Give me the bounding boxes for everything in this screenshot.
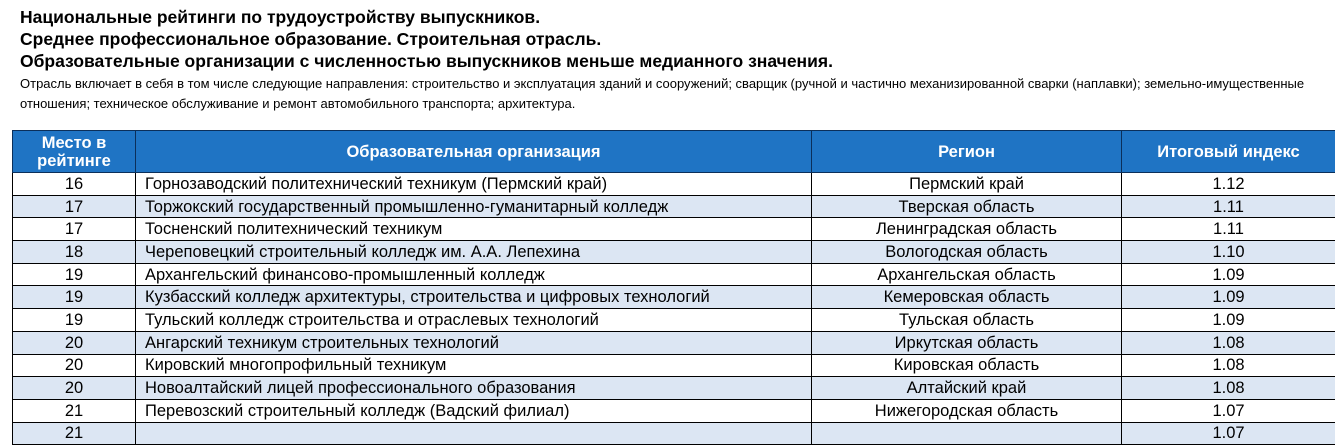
table-row	[13, 377, 1335, 400]
column-header-rank: Место в рейтинге	[13, 131, 136, 173]
organization-cell: Архангельский финансово-промышленный колледж	[136, 263, 812, 286]
index-cell: 1.09	[1122, 263, 1335, 286]
table-row	[13, 241, 1335, 264]
region-cell: Тверская область	[812, 195, 1122, 218]
industry-description: Отрасль включает в себя в том числе следующие направления: строительство и эксплуатация зданий и сооружений; сварщик (ручной и частично механизированной сварки (наплавки); земельно-имущественные отношения; техническое обслуживание и ремонт автомобильного транспорта; архитектура.	[20, 74, 1320, 114]
rank-cell: 17	[13, 195, 136, 218]
region-cell: Кировская область	[812, 354, 1122, 377]
rank-cell: 21	[13, 422, 136, 445]
region-cell: Вологодская область	[812, 241, 1122, 264]
organization-cell: Тосненский политехнический техникум	[136, 218, 812, 241]
title-line-3: Образовательные организации с численностью выпускников меньше медианного значения.	[20, 50, 1330, 72]
organization-cell	[136, 422, 812, 445]
index-cell: 1.07	[1122, 399, 1335, 422]
table-row	[13, 173, 1335, 196]
rank-cell: 20	[13, 331, 136, 354]
organization-cell: Кузбасский колледж архитектуры, строительства и цифровых технологий	[136, 286, 812, 309]
organization-cell: Перевозский строительный колледж (Вадский филиал)	[136, 399, 812, 422]
index-cell: 1.09	[1122, 309, 1335, 332]
region-cell: Ленинградская область	[812, 218, 1122, 241]
region-cell: Пермский край	[812, 173, 1122, 196]
index-cell: 1.10	[1122, 241, 1335, 264]
region-cell: Архангельская область	[812, 263, 1122, 286]
region-cell	[812, 422, 1122, 445]
rank-cell: 17	[13, 218, 136, 241]
organization-cell: Горнозаводский политехнический техникум (Пермский край)	[136, 173, 812, 196]
index-cell: 1.09	[1122, 286, 1335, 309]
region-cell: Тульская область	[812, 309, 1122, 332]
organization-cell: Тульский колледж строительства и отраслевых технологий	[136, 309, 812, 332]
table-row	[13, 354, 1335, 377]
rank-cell: 19	[13, 263, 136, 286]
index-cell: 1.08	[1122, 354, 1335, 377]
rating-table-container	[12, 130, 1335, 445]
region-cell: Алтайский край	[812, 377, 1122, 400]
index-cell: 1.12	[1122, 173, 1335, 196]
organization-cell: Череповецкий строительный колледж им. А.А. Лепехина	[136, 241, 812, 264]
region-cell: Иркутская область	[812, 331, 1122, 354]
table-row	[13, 286, 1335, 309]
table-row	[13, 331, 1335, 354]
title-line-2: Среднее профессиональное образование. Строительная отрасль.	[20, 28, 1330, 50]
table-row	[13, 218, 1335, 241]
organization-cell: Кировский многопрофильный техникум	[136, 354, 812, 377]
region-cell: Нижегородская область	[812, 399, 1122, 422]
index-cell: 1.08	[1122, 331, 1335, 354]
index-cell: 1.11	[1122, 195, 1335, 218]
column-header-organization: Образовательная организация	[136, 131, 812, 173]
rank-cell: 21	[13, 399, 136, 422]
table-row	[13, 422, 1335, 445]
index-cell: 1.11	[1122, 218, 1335, 241]
rating-table	[12, 130, 1335, 445]
rank-cell: 16	[13, 173, 136, 196]
index-cell: 1.07	[1122, 422, 1335, 445]
column-header-region: Регион	[812, 131, 1122, 173]
rank-cell: 19	[13, 286, 136, 309]
region-cell: Кемеровская область	[812, 286, 1122, 309]
table-header-row	[13, 131, 1335, 173]
organization-cell: Ангарский техникум строительных технологий	[136, 331, 812, 354]
rank-cell: 20	[13, 377, 136, 400]
document-header	[20, 6, 1330, 114]
index-cell: 1.08	[1122, 377, 1335, 400]
organization-cell: Новоалтайский лицей профессионального образования	[136, 377, 812, 400]
table-row	[13, 195, 1335, 218]
column-header-index: Итоговый индекс	[1122, 131, 1335, 173]
rank-cell: 20	[13, 354, 136, 377]
title-line-1: Национальные рейтинги по трудоустройству выпускников.	[20, 6, 1330, 28]
table-row	[13, 309, 1335, 332]
organization-cell: Торжокский государственный промышленно-гуманитарный колледж	[136, 195, 812, 218]
table-row	[13, 399, 1335, 422]
rank-cell: 19	[13, 309, 136, 332]
table-row	[13, 263, 1335, 286]
rank-cell: 18	[13, 241, 136, 264]
